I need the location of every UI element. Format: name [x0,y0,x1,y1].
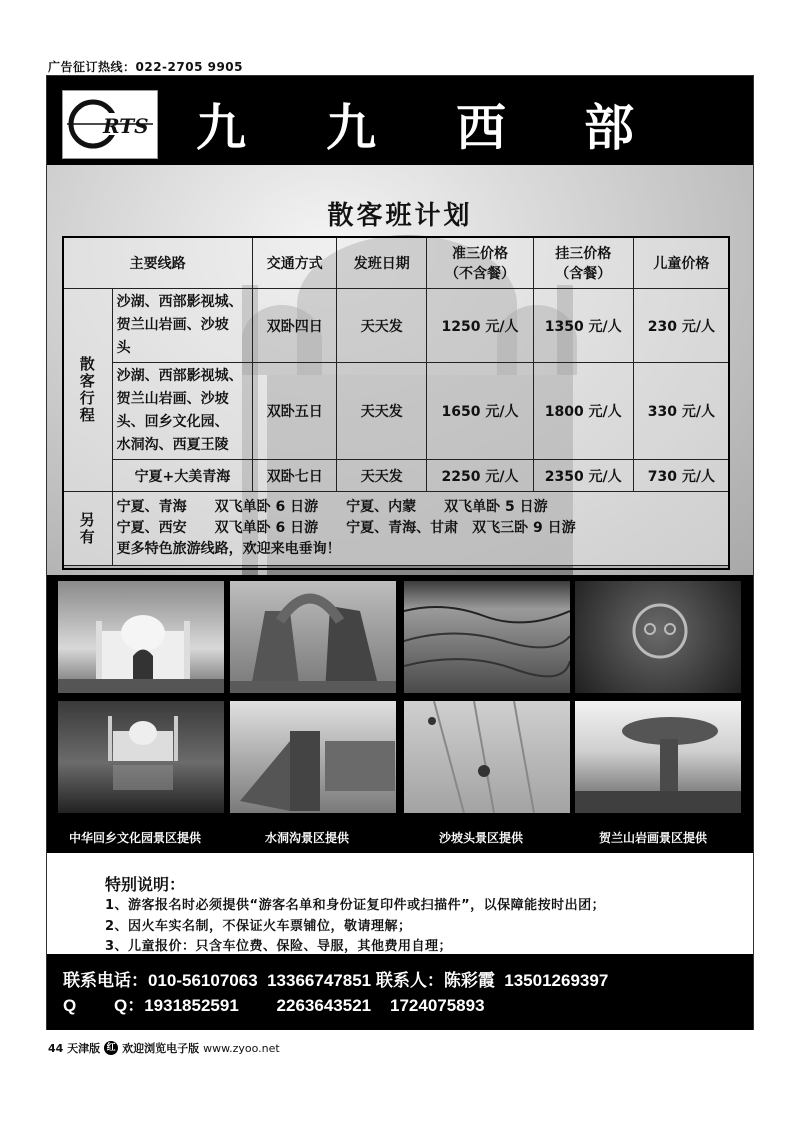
header-price-meal-line1: 挂三价格 [555,245,612,262]
header-price-standard-line2: （不含餐） [444,265,515,282]
header-route: 主要线路 [63,237,253,289]
route-line: 水洞沟、西夏王陵 [116,437,229,453]
contact-qq: Q Q：1931852591 2263643521 1724075893 [63,996,485,1015]
mosque-lake-photo [58,701,224,813]
title-char-2: 九 [326,98,376,157]
brand-badge-icon: 红 [104,1041,118,1055]
contact-phone: 联系电话：010-56107063 13366747851 联系人：陈彩霞 13501269397 [63,971,609,990]
notes-title: 特别说明： [105,875,186,894]
table-row [63,289,730,363]
side-label-itinerary: 散客行程 [63,289,113,492]
route-line: 沙湖、西部影视城、 [116,294,243,310]
plan-title: 散客班计划 [327,201,473,231]
route-line: 头、回乡文化园、 [116,414,229,430]
sand-slide-photo [404,701,570,813]
table-row [63,363,730,460]
departure-cell: 天天发 [337,363,427,460]
transport-cell: 双卧五日 [253,363,337,460]
page-footer [48,1040,280,1056]
table-row-extra [63,492,730,566]
extra-route-line: 宁夏、西安 双飞单卧 6 日游 宁夏、青海、甘肃 双飞三卧 9 日游 [116,520,576,536]
extra-route-line: 更多特色旅游线路，欢迎来电垂询！ [116,541,341,557]
route-line: 贺兰山岩画、沙坡 [116,391,229,407]
price-meal-cell: 2350 元/人 [533,460,633,492]
child-price-cell: 230 元/人 [633,289,729,363]
child-price-cell: 730 元/人 [633,460,729,492]
title-char-3: 西 [456,98,506,157]
fortress-gate-photo [230,701,396,813]
photo-caption: 水洞沟景区提供 [264,831,349,845]
header-price-meal [533,237,633,289]
tour-price-table [62,236,730,566]
table-row [63,460,730,492]
title-char-4: 部 [584,98,634,157]
header-child-price: 儿童价格 [633,237,729,289]
price-standard-cell: 1250 元/人 [427,289,533,363]
page-number: 44 天津版 [48,1042,101,1055]
route-cell: 宁夏+大美青海 [112,460,253,492]
price-meal-cell: 1800 元/人 [533,363,633,460]
photo-gallery [47,575,753,853]
title-char-1: 九 [196,98,246,157]
departure-cell: 天天发 [337,460,427,492]
transport-cell: 双卧七日 [253,460,337,492]
header-price-standard-line1: 准三价格 [451,245,508,262]
transport-cell: 双卧四日 [253,289,337,363]
header-transport: 交通方式 [253,237,337,289]
departure-cell: 天天发 [337,289,427,363]
price-standard-cell: 1650 元/人 [427,363,533,460]
route-line: 贺兰山岩画、沙坡 [116,317,229,333]
extra-route-line: 宁夏、青海 双飞单卧 6 日游 宁夏、内蒙 双飞单卧 5 日游 [116,499,548,515]
route-cell [112,289,253,363]
crts-logo [62,90,158,159]
route-line: 沙湖、西部影视城、 [116,368,243,384]
logo-text: RTS [103,114,149,138]
desert-dunes-photo [404,581,570,693]
table-header-row [63,237,730,289]
mushroom-rock-photo [575,701,741,813]
price-standard-cell: 2250 元/人 [427,460,533,492]
route-line: 头 [116,340,131,356]
ad-hotline: 广告征订热线：022-2705 9905 [48,60,244,74]
photo-caption: 贺兰山岩画景区提供 [598,831,707,845]
note-item: 3、儿童报价：只含车位费、保险、导服，其他费用自理； [105,939,453,954]
mosque-photo [58,581,224,693]
price-meal-cell: 1350 元/人 [533,289,633,363]
route-cell [112,363,253,460]
note-item: 1、游客报名时必须提供“游客名单和身份证复印件或扫描件”，以保障能按时出团； [105,898,606,913]
photo-caption: 中华回乡文化园景区提供 [68,831,201,845]
side-label-extra: 另有 [63,492,113,566]
ruins-arch-photo [230,581,396,693]
note-item: 2、因火车实名制，不保证火车票铺位，敬请理解； [105,919,412,934]
header-price-standard [427,237,533,289]
rock-petroglyph-photo [575,581,741,693]
footer-url[interactable]: www.zyoo.net [203,1041,280,1055]
contact-banner [47,954,753,1030]
extra-routes-cell [112,492,729,566]
photo-caption: 沙坡头景区提供 [438,831,523,845]
header-price-meal-line2: （含餐） [555,265,612,282]
footer-text: 欢迎浏览电子版 [122,1042,200,1055]
header-departure: 发班日期 [337,237,427,289]
child-price-cell: 330 元/人 [633,363,729,460]
